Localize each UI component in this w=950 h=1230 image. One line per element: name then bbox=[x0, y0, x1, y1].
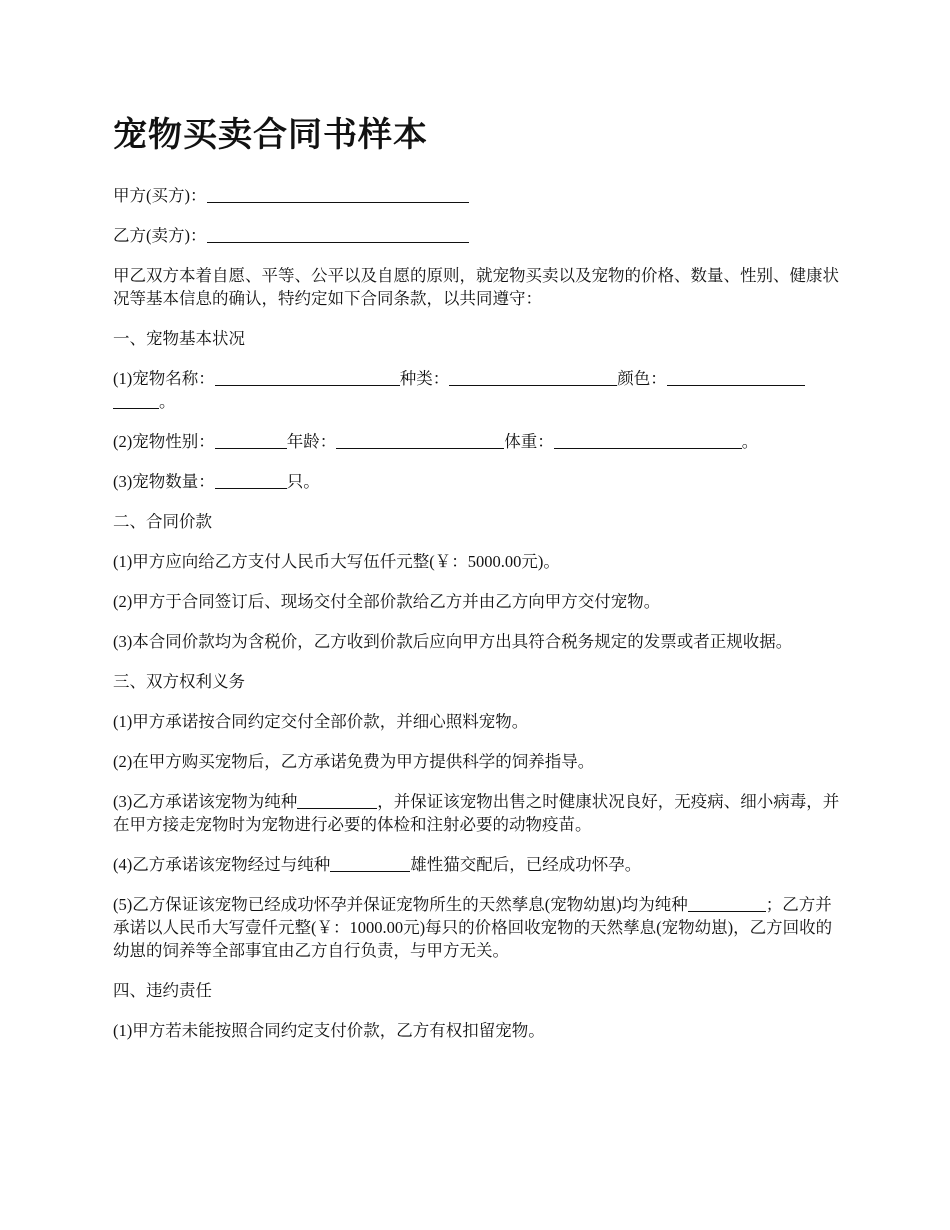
price-clause-1: (1)甲方应向给乙方支付人民币大写伍仟元整(￥：5000.00元)。 bbox=[113, 552, 560, 571]
rights-clause-4-end: 雄性猫交配后，已经成功怀孕。 bbox=[410, 855, 642, 874]
price-clause-2: (2)甲方于合同签订后、现场交付全部价款给乙方并由乙方向甲方交付宠物。 bbox=[113, 592, 661, 611]
party-a-blank bbox=[207, 186, 469, 204]
rights-clause-2: (2)在甲方购买宠物后，乙方承诺免费为甲方提供科学的饲养指导。 bbox=[113, 752, 595, 771]
pet-quantity-label: (3)宠物数量： bbox=[113, 472, 215, 491]
party-b-label: 乙方(卖方)： bbox=[113, 226, 207, 245]
party-b-blank bbox=[207, 226, 469, 244]
party-a-line bbox=[113, 184, 843, 207]
section-2-heading: 二、合同价款 bbox=[113, 512, 212, 531]
pet-type-blank bbox=[449, 369, 617, 387]
pet-color-blank-cont bbox=[113, 392, 159, 410]
rights-clause-5-start: (5)乙方保证该宠物已经成功怀孕并保证宠物所生的天然孳息(宠物幼崽)均为纯种 bbox=[113, 895, 688, 914]
rights-clause-3 bbox=[113, 790, 843, 836]
pet-type-label: 种类： bbox=[399, 369, 450, 388]
rights-clause-4-start: (4)乙方承诺该宠物经过与纯种 bbox=[113, 855, 331, 874]
mate-breed-blank bbox=[330, 855, 410, 873]
offspring-breed-blank bbox=[688, 895, 758, 913]
pet-color-label: 颜色： bbox=[617, 369, 667, 388]
pet-color-blank bbox=[667, 369, 805, 387]
pet-name-line bbox=[113, 367, 843, 413]
intro-paragraph: 甲乙双方本着自愿、平等、公平以及自愿的原则，就宠物买卖以及宠物的价格、数量、性别、健康状况等基本信息的确认，特约定如下合同条款，以共同遵守： bbox=[113, 266, 839, 308]
pet-quantity-line bbox=[113, 470, 843, 493]
pet-line2-end: 。 bbox=[741, 432, 759, 451]
rights-clause-1: (1)甲方承诺按合同约定交付全部价款，并细心照料宠物。 bbox=[113, 712, 529, 731]
rights-clause-3-end: ，并保证该宠物出售之时健康状况良好，无疫病、细小病毒，并在甲方接走宠物时为宠物进行必要的体检和注射必要的动物疫苗。 bbox=[113, 792, 840, 834]
offspring-breed-blank-cont bbox=[758, 895, 766, 913]
party-b-line bbox=[113, 224, 843, 247]
rights-clause-5 bbox=[113, 893, 843, 962]
document-page bbox=[113, 112, 843, 1059]
rights-clause-5-end: ；乙方并承诺以人民币大写壹仟元整(￥：1000.00元)每只的价格回收宠物的天然孳息(宠物幼崽)，乙方回收的幼崽的饲养等全部事宜由乙方自行负责，与甲方无关。 bbox=[113, 895, 833, 960]
document-title: 宠物买卖合同书样本 bbox=[113, 117, 428, 154]
section-1-heading: 一、宠物基本状况 bbox=[113, 329, 245, 348]
rights-clause-4 bbox=[113, 853, 843, 876]
pet-gender-label: (2)宠物性别： bbox=[113, 432, 215, 451]
breed-blank bbox=[297, 792, 377, 810]
breach-clause-1: (1)甲方若未能按照合同约定支付价款，乙方有权扣留宠物。 bbox=[113, 1021, 545, 1040]
pet-weight-blank bbox=[554, 432, 742, 450]
party-a-label: 甲方(买方)： bbox=[113, 186, 207, 205]
pet-line1-end: 。 bbox=[159, 392, 176, 411]
price-clause-3: (3)本合同价款均为含税价，乙方收到价款后应向甲方出具符合税务规定的发票或者正规收据。 bbox=[113, 632, 793, 651]
pet-name-label: (1)宠物名称： bbox=[113, 369, 215, 388]
pet-name-blank bbox=[215, 369, 400, 387]
pet-gender-line bbox=[113, 430, 843, 453]
section-3-heading: 三、双方权利义务 bbox=[113, 672, 245, 691]
pet-quantity-blank bbox=[215, 472, 287, 490]
pet-quantity-unit: 只。 bbox=[286, 472, 320, 491]
pet-age-label: 年龄： bbox=[286, 432, 337, 451]
pet-weight-label: 体重： bbox=[504, 432, 554, 451]
rights-clause-3-start: (3)乙方承诺该宠物为纯种 bbox=[113, 792, 298, 811]
pet-gender-blank bbox=[215, 432, 287, 450]
section-4-heading: 四、违约责任 bbox=[113, 981, 212, 1000]
pet-age-blank bbox=[336, 432, 504, 450]
